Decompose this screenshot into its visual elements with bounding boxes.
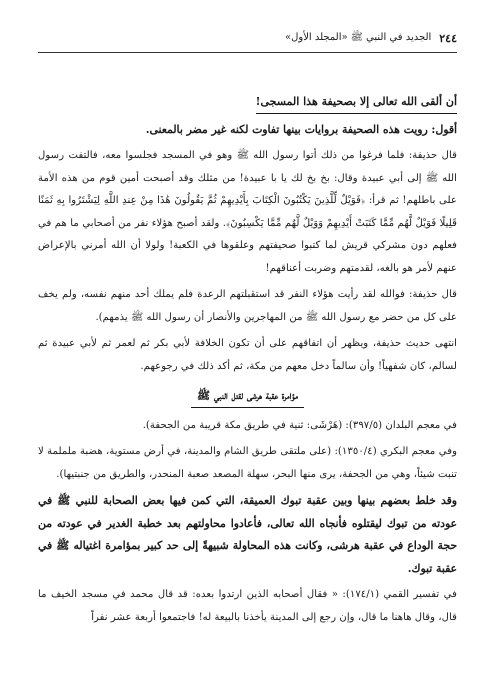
bakri-citation: وفي معجم البكري (١٣٥٠/٤): (على ملتقى طريق الشام والمدينة، في أرض مستوية، هضبة ململمة لا تنبت شيئاً، وهي من الجحفة، يرى منها البحر، سهلة المصعد صعبة المنحدر، والطريق من جنبتيها).	[38, 446, 457, 480]
buldan-citation: في معجم البلدان (٣٩٧/٥): (هَرْشَى: ثنية في طريق مكة قريبة من الجحفة).	[142, 419, 457, 431]
running-title: الجديد في النبي ﷺ «المجلد الأول»	[284, 32, 432, 43]
heading-ending: أن ألقى الله تعالى إلا بصحيفة هذا المسجى!	[256, 92, 457, 114]
page-number: ٢٤٤	[439, 31, 457, 45]
hudhayfa-paragraph-1: قال حذيفة: فلما فرغوا من ذلك أتوا رسول الله ﷺ وهو في المسجد فجلسوا معه، فالتفت رسول الله ﷺ إلى أبي عبيدة وقال: بخ بخ لك يا با عبيدة! من مثلك وقد أصبحت أمين قوم من هذه الأمة على باطلهم! ثم قرأ: ﴿فَوَيْلٌ لِّلَّذِينَ يَكْتُبُونَ الْكِتَابَ بِأَيْدِيهِمْ ثُمَّ يَقُولُونَ هَٰذَا مِنْ عِندِ اللَّهِ لِيَشْتَرُوا بِهِ ثَمَنًا قَلِيلًا فَوَيْلٌ لَّهُم مِّمَّا كَتَبَتْ أَيْدِيهِمْ وَوَيْلٌ لَّهُم مِّمَّا يَكْسِبُونَ﴾. ولقد أصبح هؤلاء نفر من أصحابي ما هم في فعلهم دون مشركي قريش لما كتبوا صحيفتهم وعلقوها في الكعبة! ولولا أن الله أمرني بالإعراض عنهم لأمر هو بالغه، لقدمتهم وضربت أعناقهم!	[38, 150, 457, 274]
conclusion-paragraph: انتهى حديث حذيفة، ويظهر أن اتفاقهم على أن تكون الخلافة لأبي بكر ثم لعمر ثم لأبي عبيدة ثم لسالم، كان شفهياً! وأن سالماً دخل معهم من مكة، ثم أكد ذلك في رجوعهم.	[38, 338, 457, 372]
heading-line	[38, 92, 457, 115]
author-remark: أقول: رويت هذه الصحيفة بروايات بينها تفاوت لكنه غير مضر بالمعنى.	[145, 122, 457, 136]
page-body	[38, 92, 457, 629]
tabuk-paragraph: وقد خلط بعضهم بينها وبين عقبة تبوك العميقة، التي كمن فيها بعض الصحابة للنبي ﷺ في عودته من تبوك ليقتلوه فأنجاه الله تعالى، فأعادوا محاولتهم بعد خطبة الغدير في عودته من حجة الوداع في عقبة هرشى، وكانت هذه المحاولة شبيهةً إلى حد كبير بمؤامرة اغتياله ﷺ في عقبة تبوك.	[38, 494, 457, 575]
hudhayfa-paragraph-2: قال حذيفة: فوالله لقد رأيت هؤلاء النفر قد استقبلتهم الرعدة فلم يملك أحد منهم نفسه، ولم يخف على كل من حضر مع رسول الله ﷺ من المهاجرين والأنصار أن رسول الله ﷺ يذمهم).	[38, 289, 457, 323]
page-header	[38, 30, 457, 46]
section-heading	[38, 386, 457, 409]
header-rule	[38, 52, 457, 53]
section-heading-text: مؤامرة عقبة هرشى لقتل النبي ﷺ	[191, 386, 304, 408]
qummi-citation: في تفسير القمي (١٧٤/١): « فقال أصحابه الذين ارتدوا بعده: قد قال محمد في مسجد الخيف ما قال، وقال هاهنا ما قال، وإن رجع إلى المدينة يأخذنا بالبيعة له! فاجتمعوا أربعة عشر نفراً	[38, 589, 457, 623]
